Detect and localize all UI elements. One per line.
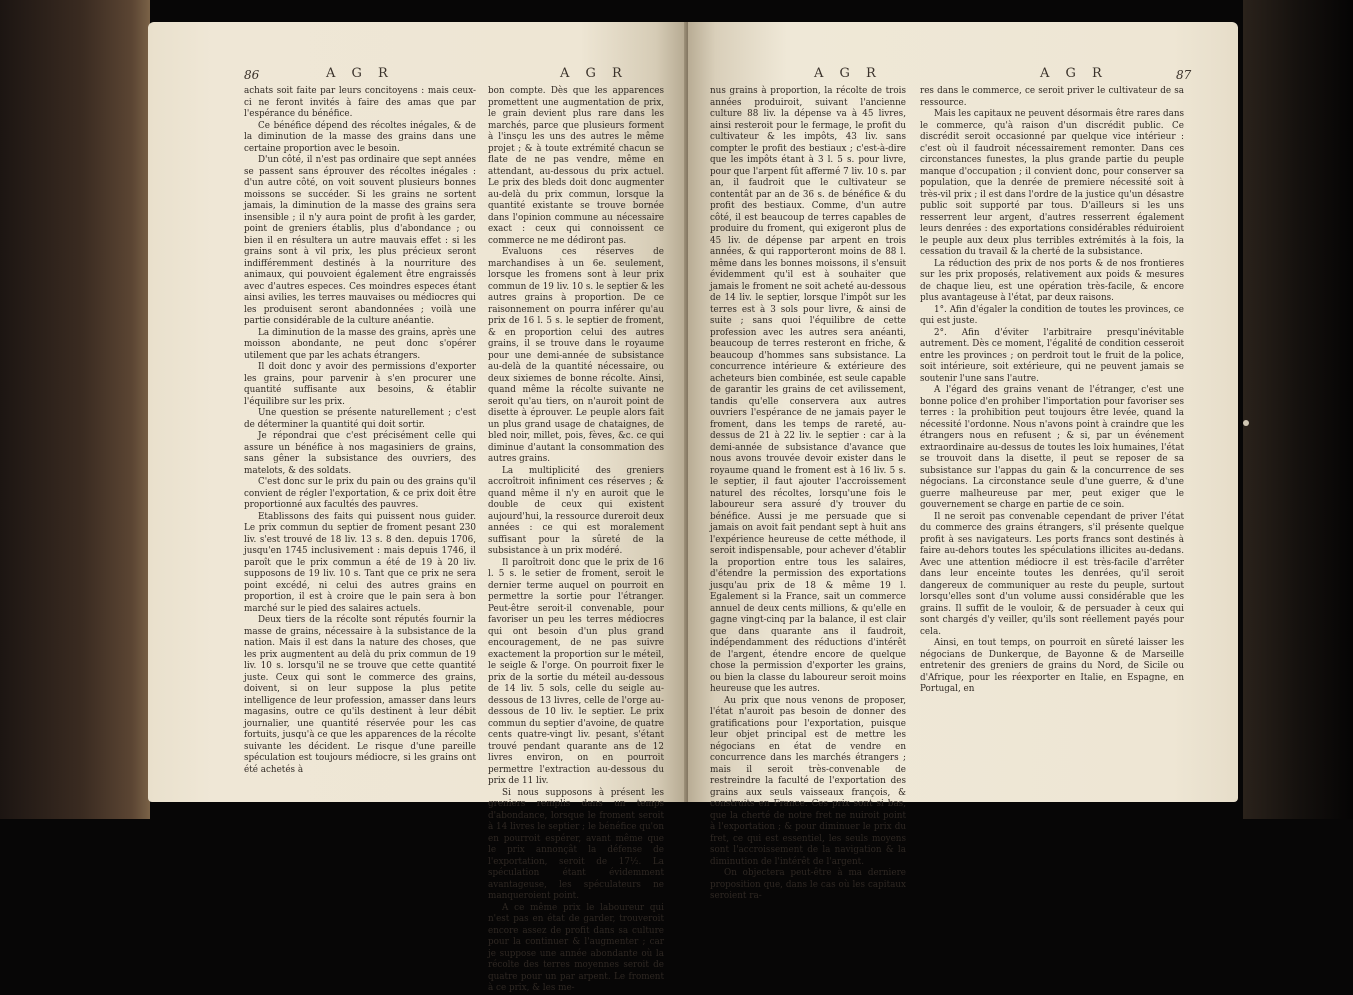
running-head: A G R [326,66,394,81]
book-cover-right [1243,0,1353,819]
running-head: A G R [560,66,628,81]
page-edge-mark [1243,420,1249,426]
text-column [488,86,664,995]
text-column [710,86,906,903]
paragraph: 1°. Afin d'égaler la condition de toutes les provinces, ce qui est juste. [920,304,1184,326]
paragraph: Si nous supposons à présent les greniers remplis dans un temps d'abondance, lorsque le froment seroit à 14 livres le septier ; le bénéfice qu'on en pourroit espérer, avant même que le prix annonçât la défense de l'exportation, seroit de 17½. La spéculation étant évidemment avantageuse, les spéculateurs ne manqueroient point. [488,787,664,901]
paragraph: Deux tiers de la récolte sont réputés fournir la masse de grains, nécessaire à la subsistance de la nation. Mais il est dans la nature des choses, que les prix augmentent au delà du prix commun de 19 liv. 10 s. lorsqu'il ne se trouve que cette quantité juste. Ceux qui sont le commerce des grains, doivent, si on leur suppose la plus petite intelligence de leur profession, amasser dans leurs magasins, outre ce qu'ils destinent à leur débit journalier, une quantité réservée pour les cas fortuits, jusqu'à ce que les apparences de la récolte suivante les décident. Le risque d'une pareille spéculation est toujours médiocre, si les grains ont été achetés à [244,615,476,775]
paragraph: Evaluons ces réserves de marchandises à un 6e. seulement, lorsque les fromens sont à leur prix commun de 19 liv. 10 s. le septier & les autres grains à proportion. De ce raisonnement on pourra inférer qu'au prix de 16 l. 5 s. le septier de froment, & en proportion celui des autres grains, il se trouve dans le royaume pour une demi-année de subsistance au-delà de la quantité nécessaire, ou deux sixiemes de bonne récolte. Ainsi, quand même la récolte suivante ne seroit qu'au tiers, on n'auroit point de disette à éprouver. Le peuple alors fait un plus grand usage de chataignes, de bled noir, millet, pois, fèves, &c. ce qui diminue d'autant la consommation des autres grains. [488,247,664,464]
paragraph: bon compte. Dès que les apparences promettent une augmentation de prix, le grain devient plus rare dans les marchés, parce que plusieurs forment à l'insçu les uns des autres le même projet ; & à toute extrémité chacun se flate de ne pas vendre, même en attendant, au-dessous du prix actuel. Le prix des bleds doit donc augmenter au-delà du prix commun, lorsque la quantité existante se trouve bornée dans l'opinion commune au nécessaire exact : ceux qui connoissent ce commerce ne me dédiront pas. [488,86,664,246]
page-number: 87 [1176,68,1192,82]
paragraph: C'est donc sur le prix du pain ou des grains qu'il convient de régler l'exportation, & ce prix doit être proportionné aux facultés des pauvres. [244,477,476,510]
paragraph: La réduction des prix de nos ports & de nos frontieres sur les prix proposés, relativement aux poids & mesures de chaque lieu, est une opération très-facile, & encore plus avantageuse à l'état, par deux raisons. [920,258,1184,303]
paragraph: Il paroîtroit donc que le prix de 16 l. 5 s. le setier de froment, seroit le dernier terme auquel on pourroit en permettre la sortie pour l'étranger. Peut-être seroit-il convenable, pour favoriser un peu les terres médiocres qui ont besoin d'un plus grand encouragement, de ne pas suivre exactement la proportion sur le méteil, le seigle & l'orge. On pourroit fixer le prix de la sortie du méteil au-dessous de 14 liv. 5 sols, celle du seigle au-dessous de 13 livres, celle de l'orge au-dessous de 10 liv. le septier. Le prix commun du septier d'avoine, de quatre cents quatre-vingt liv. pesant, s'étant trouvé pendant quarante ans de 12 livres environ, on en pourroit permettre l'extraction au-dessous du prix de 11 liv. [488,557,664,786]
page-number: 86 [244,68,260,82]
paragraph: Etablissons des faits qui puissent nous guider. Le prix commun du septier de froment pesant 230 liv. s'est trouvé de 18 liv. 13 s. 8 den. depuis 1706, jusqu'en 1745 inclusivement : mais depuis 1746, il paroît que le prix commun a été de 19 à 20 liv. supposons de 19 liv. 10 s. Tant que ce prix ne sera point excédé, ni celui des autres grains en proportion, il est à croire que le pain sera à bon marché sur le pied des salaires actuels. [244,511,476,614]
paragraph: achats soit faite par leurs concitoyens : mais ceux-ci ne feront invités à faire des amas que par l'espérance du bénéfice. [244,86,476,119]
paragraph: Il ne seroit pas convenable cependant de priver l'état du commerce des grains étrangers, s'il présente quelque profit à ses navigateurs. Les ports francs sont destinés à faire au-dehors toutes les spéculations illicites au-dedans. Avec une attention médiocre il est très-facile d'arrêter dans leur enceinte toutes les denrées, qu'il seroit dangereux de communiquer au reste du peuple, surtout lorsqu'elles sont d'un volume aussi considérable que les grains. Il suffit de le vouloir, & de persuader à ceux qui sont chargés d'y veiller, qu'ils sont réellement payés pour cela. [920,511,1184,637]
paragraph: Mais les capitaux ne peuvent désormais être rares dans le commerce, qu'à raison d'un discrédit public. Ce discrédit seroit occasionné par quelque vice intérieur : c'est où il faudroit nécessairement remonter. Dans ces circonstances funestes, la plus grande partie du peuple manque d'occupation ; il convient donc, pour conserver sa population, que la denrée de premiere nécessité soit à très-vil prix ; il est dans l'ordre de la justice qu'un désastre public soit supporté par tous. D'ailleurs si les uns resserrent leur argent, d'autres resserrent également leurs denrées : des exportations considérables réduiroient le peuple aux deux plus terribles extrémités à la fois, la cessation du travail & la cherté de la subsistance. [920,109,1184,257]
paragraph: res dans le commerce, ce seroit priver le cultivateur de sa ressource. [920,86,1184,108]
paragraph: nus grains à proportion, la récolte de trois années produiroit, suivant l'ancienne culture 88 liv. la dépense va à 45 livres, ainsi resteroit pour le fermage, le profit du cultivateur & les impôts, 43 liv. sans compter le profit des bestiaux ; c'est-à-dire que les impôts étant à 3 l. 5 s. pour livre, pour que l'arpent fût affermé 7 liv. 10 s. par an, il faudroit que le cultivateur se contentât par an de 36 s. de bénéfice & du profit des bestiaux. Comme, d'un autre côté, il est beaucoup de terres capables de produire du froment, qui exigeront plus de 45 liv. de dépense par arpent en trois années, & qui rapporteront moins de 88 l. même dans les bonnes moissons, il s'ensuit évidemment qu'il est à souhaiter que jamais le froment ne soit acheté au-dessous de 14 liv. le septier, lorsque l'impôt sur les terres est à 3 sols pour livre, & ainsi de suite ; sans quoi l'équilibre de cette profession avec les autres sera anéanti, beaucoup de terres resteront en friche, & beaucoup d'hommes sans subsistance. La concurrence intérieure & extérieure des acheteurs bien combinée, est seule capable de garantir les grains de cet avilissement, tandis qu'elle conservera aux autres ouvriers l'espérance de ne jamais payer le froment, dans les temps de rareté, au-dessus de 21 à 22 liv. le septier : car à la demi-année de subsistance d'avance que nous avons trouvée devoir exister dans le royaume quand le froment est à 16 liv. 5 s. le septier, il faut ajouter l'accroissement naturel des récoltes, lorsqu'une fois le laboureur sera assuré d'y trouver du bénéfice. Aussi je me persuade que si jamais on avoit fait pendant sept à huit ans l'expérience heureuse de cette méthode, il seroit indispensable, pour achever d'établir la proportion entre tous les salaires, d'étendre la permission des exportations jusqu'au prix de 18 & même 19 l. Egalement si la France, sait un commerce annuel de deux cents millions, & qu'elle en gagne vingt-cinq par la balance, il est clair que dans quarante ans il faudroit, indépendamment des réductions d'intérêt de l'argent, étendre encore de quelque chose la permission d'exporter les grains, ou bien la classe du laboureur seroit moins heureuse que les autres. [710,86,906,694]
paragraph: Je répondrai que c'est précisément celle qui assure un bénéfice à nos magasiniers de grains, sans gêner la subsistance des ouvriers, des matelots, & des soldats. [244,431,476,476]
paragraph: 2°. Afin d'éviter l'arbitraire presqu'inévitable autrement. Dès ce moment, l'égalité de condition cesseroit entre les provinces ; on perdroit tout le fruit de la police, soit intérieure, soit extérieure, qui ne peuvent jamais se soutenir l'une sans l'autre. [920,327,1184,384]
paragraph: A l'égard des grains venant de l'étranger, c'est une bonne police d'en prohiber l'importation pour favoriser ses terres : la prohibition peut toujours être levée, quand la nécessité l'ordonne. Nous n'avons point à craindre que les étrangers nous en refusent ; & si, par un événement extraordinaire au-dessus de toutes les loix humaines, l'état se trouvoit dans la disette, il peut se reposer de sa subsistance sur l'appas du gain & la concurrence de ses négocians. La circonstance seule d'une guerre, & d'une guerre malheureuse par mer, peut exiger que le gouvernement se charge en partie de ce soin. [920,385,1184,510]
paragraph: On objectera peut-être à ma derniere proposition que, dans le cas où les capitaux seroient ra- [710,868,906,901]
paragraph: La multiplicité des greniers accroîtroit infiniment ces réserves ; & quand même il n'y en auroit que le double de ceux qui existent aujourd'hui, la ressource dureroit deux années : ce qui est moralement suffisant pour la sûreté de la subsistance à un prix modéré. [488,465,664,556]
paragraph: Au prix que nous venons de proposer, l'état n'auroit pas besoin de donner des gratifications pour l'exportation, puisque leur objet principal est de mettre les négocians en état de vendre en concurrence dans les marchés étrangers ; mais il seroit très-convenable de restreindre la faculté de l'exportation des grains aux seuls vaisseaux françois, & construits en France. Ces prix sont si bas, que la cherté de notre fret ne nuiroit point à l'exportation ; & pour diminuer le prix du fret, ce qui est essentiel, les seuls moyens sont l'accroissement de la navigation & la diminution de l'intérêt de l'argent. [710,695,906,867]
text-column [920,86,1184,696]
running-head: A G R [1040,66,1108,81]
paragraph: Une question se présente naturellement ; c'est de déterminer la quantité qui doit sortir. [244,408,476,430]
paragraph: Il doit donc y avoir des permissions d'exporter les grains, pour parvenir à s'en procurer une quantité suffisante aux besoins, & établir l'équilibre sur les prix. [244,362,476,407]
right-page [688,22,1238,901]
text-column [244,86,476,776]
left-page [148,22,688,993]
paragraph: La diminution de la masse des grains, après une moisson abondante, ne peut donc s'opérer utilement que par les achats étrangers. [244,327,476,361]
running-head: A G R [814,66,882,81]
paragraph: A ce même prix le laboureur qui n'est pas en état de garder, trouveroit encore assez de profit dans sa culture pour la continuer & l'augmenter ; car je suppose une année abondante où la récolte des terres moyennes seroit de quatre pour un par arpent. Le froment à ce prix, & les me- [488,902,664,993]
book-cover-left [0,0,150,819]
paragraph: D'un côté, il n'est pas ordinaire que sept années se passent sans éprouver des récoltes inégales : d'un autre côté, on voit souvent plusieurs bonnes moissons se succéder. Si les grains ne sortent jamais, la diminution de la masse des grains sera insensible ; il n'y aura point de profit à les garder, point de greniers établis, plus d'abondance ; ou bien il en résultera un autre mauvais effet : si les grains sont à vil prix, les plus précieux seront indifféremment destinés à la nourriture des animaux, qui pouvoient également être engraissés avec d'autres especes. Ces moindres especes étant ainsi avilies, les terres mauvaises ou médiocres qui les produisent seront abandonnées ; voilà une partie considérable de la culture anéantie. [244,155,476,326]
paragraph: Ainsi, en tout temps, on pourroit en sûreté laisser les négocians de Dunkerque, de Bayonne & de Marseille entretenir des greniers de grains du Nord, de Sicile ou d'Afrique, pour les réexporter en Italie, en Espagne, en Portugal, en [920,638,1184,694]
paragraph: Ce bénéfice dépend des récoltes inégales, & de la diminution de la masse des grains dans une certaine proportion avec le besoin. [244,120,476,154]
